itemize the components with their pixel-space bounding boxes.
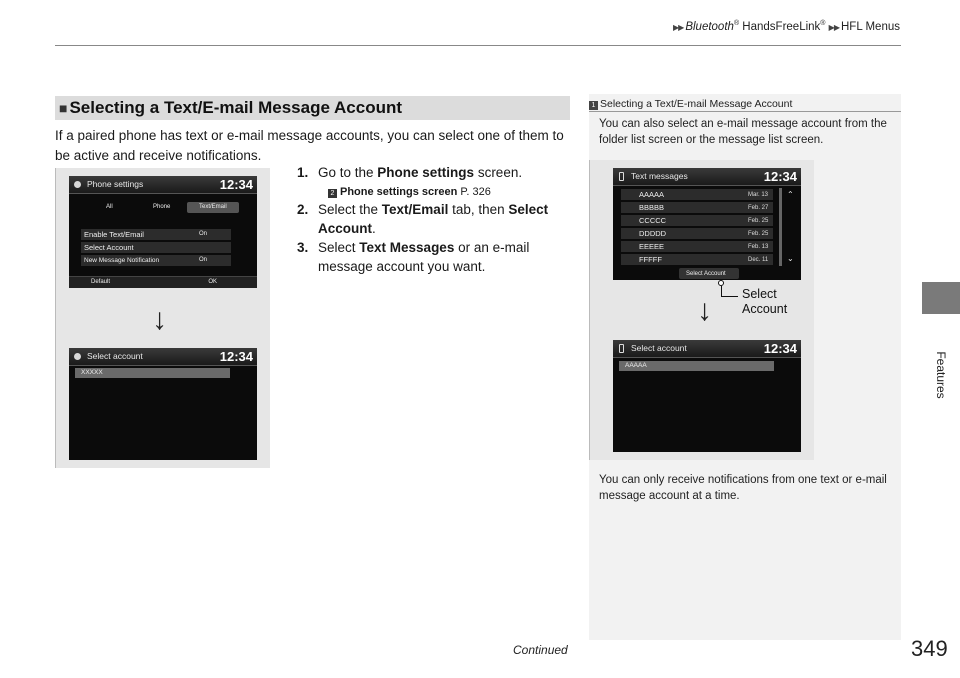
triangle-right-icon: ▶▶ (673, 22, 684, 32)
registered-mark: ® (820, 20, 826, 27)
square-bullet-icon: ■ (59, 100, 68, 116)
chapter-label (934, 335, 948, 415)
step-text-plain: . (372, 221, 376, 236)
header-rule (55, 45, 901, 46)
step-text-plain: Select (318, 240, 360, 255)
select-account-screen (613, 340, 801, 452)
screen-title: Select account (631, 343, 687, 353)
note-icon: 1 (589, 101, 598, 110)
breadcrumb-hfl-menus: HFL Menus (840, 20, 900, 33)
step-text-bold: Phone settings (377, 165, 475, 180)
screen-title: Phone settings (87, 179, 144, 189)
tab-all[interactable]: All (106, 204, 113, 210)
chapter-tab (922, 282, 960, 314)
note-text-2: You can only receive notifications from one text or e-mail message account at a time. (599, 474, 887, 502)
settings-icon (74, 181, 81, 188)
message-date: Feb. 13 (748, 244, 769, 250)
callout-line-1: Select (742, 287, 777, 301)
callout-line-2: Account (742, 302, 788, 316)
row-label: New Message Notification (84, 257, 160, 264)
note-rule (589, 111, 901, 112)
message-date: Mar. 13 (748, 192, 769, 198)
step-text-plain: Go to the (318, 165, 378, 180)
screen-title: Select account (87, 351, 143, 361)
settings-icon (74, 353, 81, 360)
message-date: Feb. 27 (748, 205, 769, 211)
row-label: Enable Text/Email (84, 230, 144, 239)
step-text (318, 200, 568, 238)
tab-text-email[interactable]: Text/Email (199, 204, 227, 210)
xref-label: Phone settings screen (340, 186, 458, 198)
account-name: AAAAA (625, 362, 647, 369)
message-sender: AAAAA (639, 190, 665, 199)
default-button[interactable]: Default (91, 279, 111, 285)
screen-title: Text messages (631, 171, 688, 181)
step-number: 2. (297, 202, 309, 217)
message-date: Dec. 11 (748, 257, 769, 263)
message-sender: EEEEE (639, 242, 665, 251)
message-sender: CCCCC (639, 216, 667, 225)
note-heading-text: Selecting a Text/E-mail Message Account (600, 98, 793, 110)
intro-paragraph: If a paired phone has text or e-mail message accounts, you can select one of them to be active and receive notifications. (55, 128, 564, 163)
step-number: 1. (297, 165, 309, 180)
message-sender: DDDDD (639, 229, 667, 238)
section-title: Selecting a Text/E-mail Message Account (69, 98, 403, 117)
step-text (318, 163, 568, 182)
xref-page: P. 326 (457, 186, 491, 198)
row-value: On (199, 257, 208, 263)
breadcrumb-bluetooth: Bluetooth (685, 20, 734, 33)
down-arrow-icon: ↓ (697, 294, 712, 327)
screen-clock: 12:34 (763, 341, 797, 356)
screen-clock: 12:34 (219, 349, 253, 364)
breadcrumb (673, 20, 900, 33)
select-account-callout (742, 287, 787, 317)
registered-mark: ® (733, 20, 740, 27)
phone-settings-screen (69, 176, 257, 288)
left-screenshot-panel (55, 168, 270, 468)
text-messages-screen (613, 168, 801, 280)
step-text-bold: Select Account (318, 202, 549, 236)
step-number: 3. (297, 240, 309, 255)
phone-icon (619, 172, 624, 181)
message-sender: BBBBB (639, 203, 665, 212)
select-account-screen (69, 348, 257, 460)
step-text-plain: or an e-mail message account you want. (318, 240, 530, 274)
account-name: XXXXX (81, 369, 103, 376)
page-number: 349 (911, 636, 948, 661)
message-date: Feb. 25 (748, 218, 769, 224)
scroll-bottom-icon[interactable]: ⌄ (787, 254, 794, 263)
phone-icon (619, 344, 624, 353)
note-heading (589, 98, 792, 110)
down-arrow-icon: ↓ (152, 303, 167, 336)
callout-line (721, 296, 738, 297)
screen-clock: 12:34 (219, 177, 253, 192)
scrollbar[interactable] (779, 188, 782, 266)
triangle-right-icon: ▶▶ (828, 22, 839, 32)
message-date: Feb. 25 (748, 231, 769, 237)
row-label: Select Account (84, 243, 134, 252)
breadcrumb-handsfreelink: HandsFreeLink (739, 20, 821, 33)
section-heading (55, 96, 570, 120)
step-text-bold: Text Messages (359, 240, 455, 255)
row-value: On (199, 231, 208, 237)
ok-button[interactable]: OK (208, 279, 217, 285)
step-text-bold: Text/Email (381, 202, 449, 217)
step-text-plain: tab, then (448, 202, 509, 217)
reference-icon: 2 (328, 189, 337, 198)
step-text (318, 238, 568, 276)
note-text-1: You can also select an e-mail message account from the folder list screen or the message list screen. (599, 118, 887, 146)
notes-panel (589, 94, 901, 640)
select-account-button[interactable]: Select Account (686, 271, 726, 277)
chapter-label-text: Features (934, 351, 948, 399)
continued-label: Continued (513, 643, 568, 657)
message-sender: FFFFF (639, 255, 662, 264)
scroll-top-icon[interactable]: ⌃ (787, 190, 794, 199)
screen-clock: 12:34 (763, 169, 797, 184)
step-text-plain: Select the (318, 202, 382, 217)
tab-phone[interactable]: Phone (153, 204, 171, 210)
step-text-plain: screen. (474, 165, 523, 180)
